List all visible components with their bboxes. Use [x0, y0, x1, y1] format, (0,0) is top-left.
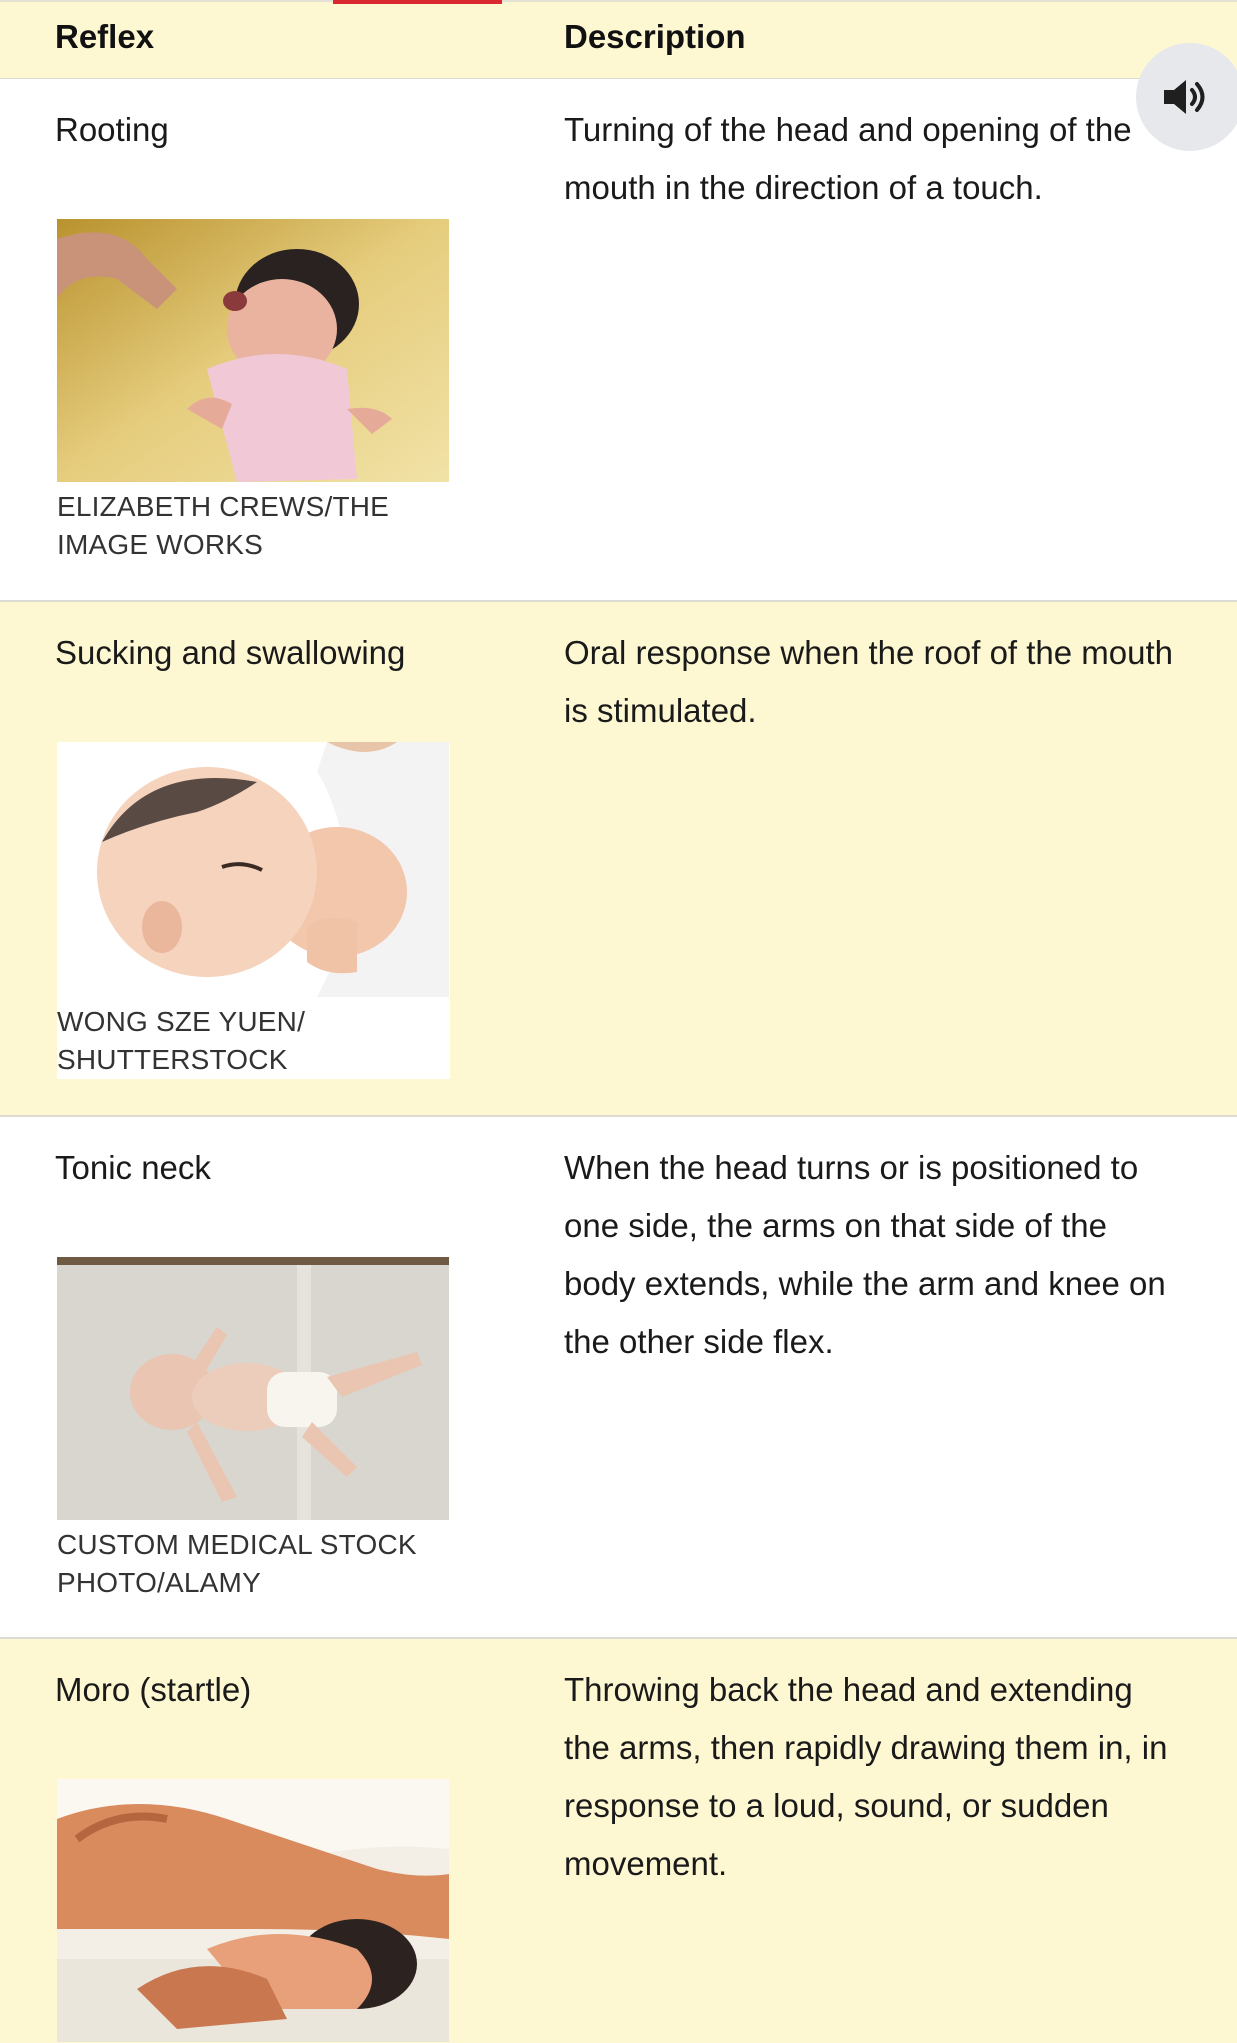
- photo-figure: [57, 742, 450, 1079]
- reflex-name: Rooting: [55, 111, 169, 148]
- reflex-description: When the head turns or is positioned to one side, the arms on that side of the body extends, while the arm and knee on the other side flex.: [564, 1149, 1166, 1360]
- photo-figure: [57, 1779, 450, 2042]
- reflex-name: Sucking and swallowing: [55, 634, 406, 671]
- baby-tonic-neck-photo: [57, 1257, 449, 1520]
- table-row: [0, 602, 1237, 1117]
- photo-figure: [57, 1257, 450, 1602]
- header-description: Description: [564, 18, 746, 55]
- baby-rooting-photo: [57, 219, 449, 482]
- baby-moro-photo: [57, 1779, 449, 2042]
- table-row: [0, 1639, 1237, 2043]
- table-header: [0, 0, 1237, 79]
- speaker-icon: [1162, 77, 1212, 117]
- reflex-description: Throwing back the head and extending the arms, then rapidly drawing them in, in response to a loud, sound, or sudden movement.: [564, 1671, 1168, 1882]
- photo-credit: WONG SZE YUEN/ SHUTTERSTOCK: [57, 1006, 306, 1075]
- active-tab-indicator: [333, 0, 502, 4]
- table-row: [0, 1117, 1237, 1639]
- reflex-description: Turning of the head and opening of the mouth in the direction of a touch.: [564, 111, 1132, 206]
- reflex-name: Tonic neck: [55, 1149, 211, 1186]
- table-row: [0, 79, 1237, 602]
- header-reflex: Reflex: [55, 18, 155, 55]
- baby-nursing-photo: [57, 742, 449, 997]
- photo-credit: ELIZABETH CREWS/THE IMAGE WORKS: [57, 491, 390, 560]
- reflex-name: Moro (startle): [55, 1671, 252, 1708]
- photo-credit: CUSTOM MEDICAL STOCK PHOTO/ALAMY: [57, 1529, 417, 1598]
- reflex-description: Oral response when the roof of the mouth is stimulated.: [564, 634, 1174, 729]
- audio-play-button[interactable]: [1136, 43, 1237, 151]
- photo-figure: [57, 219, 450, 564]
